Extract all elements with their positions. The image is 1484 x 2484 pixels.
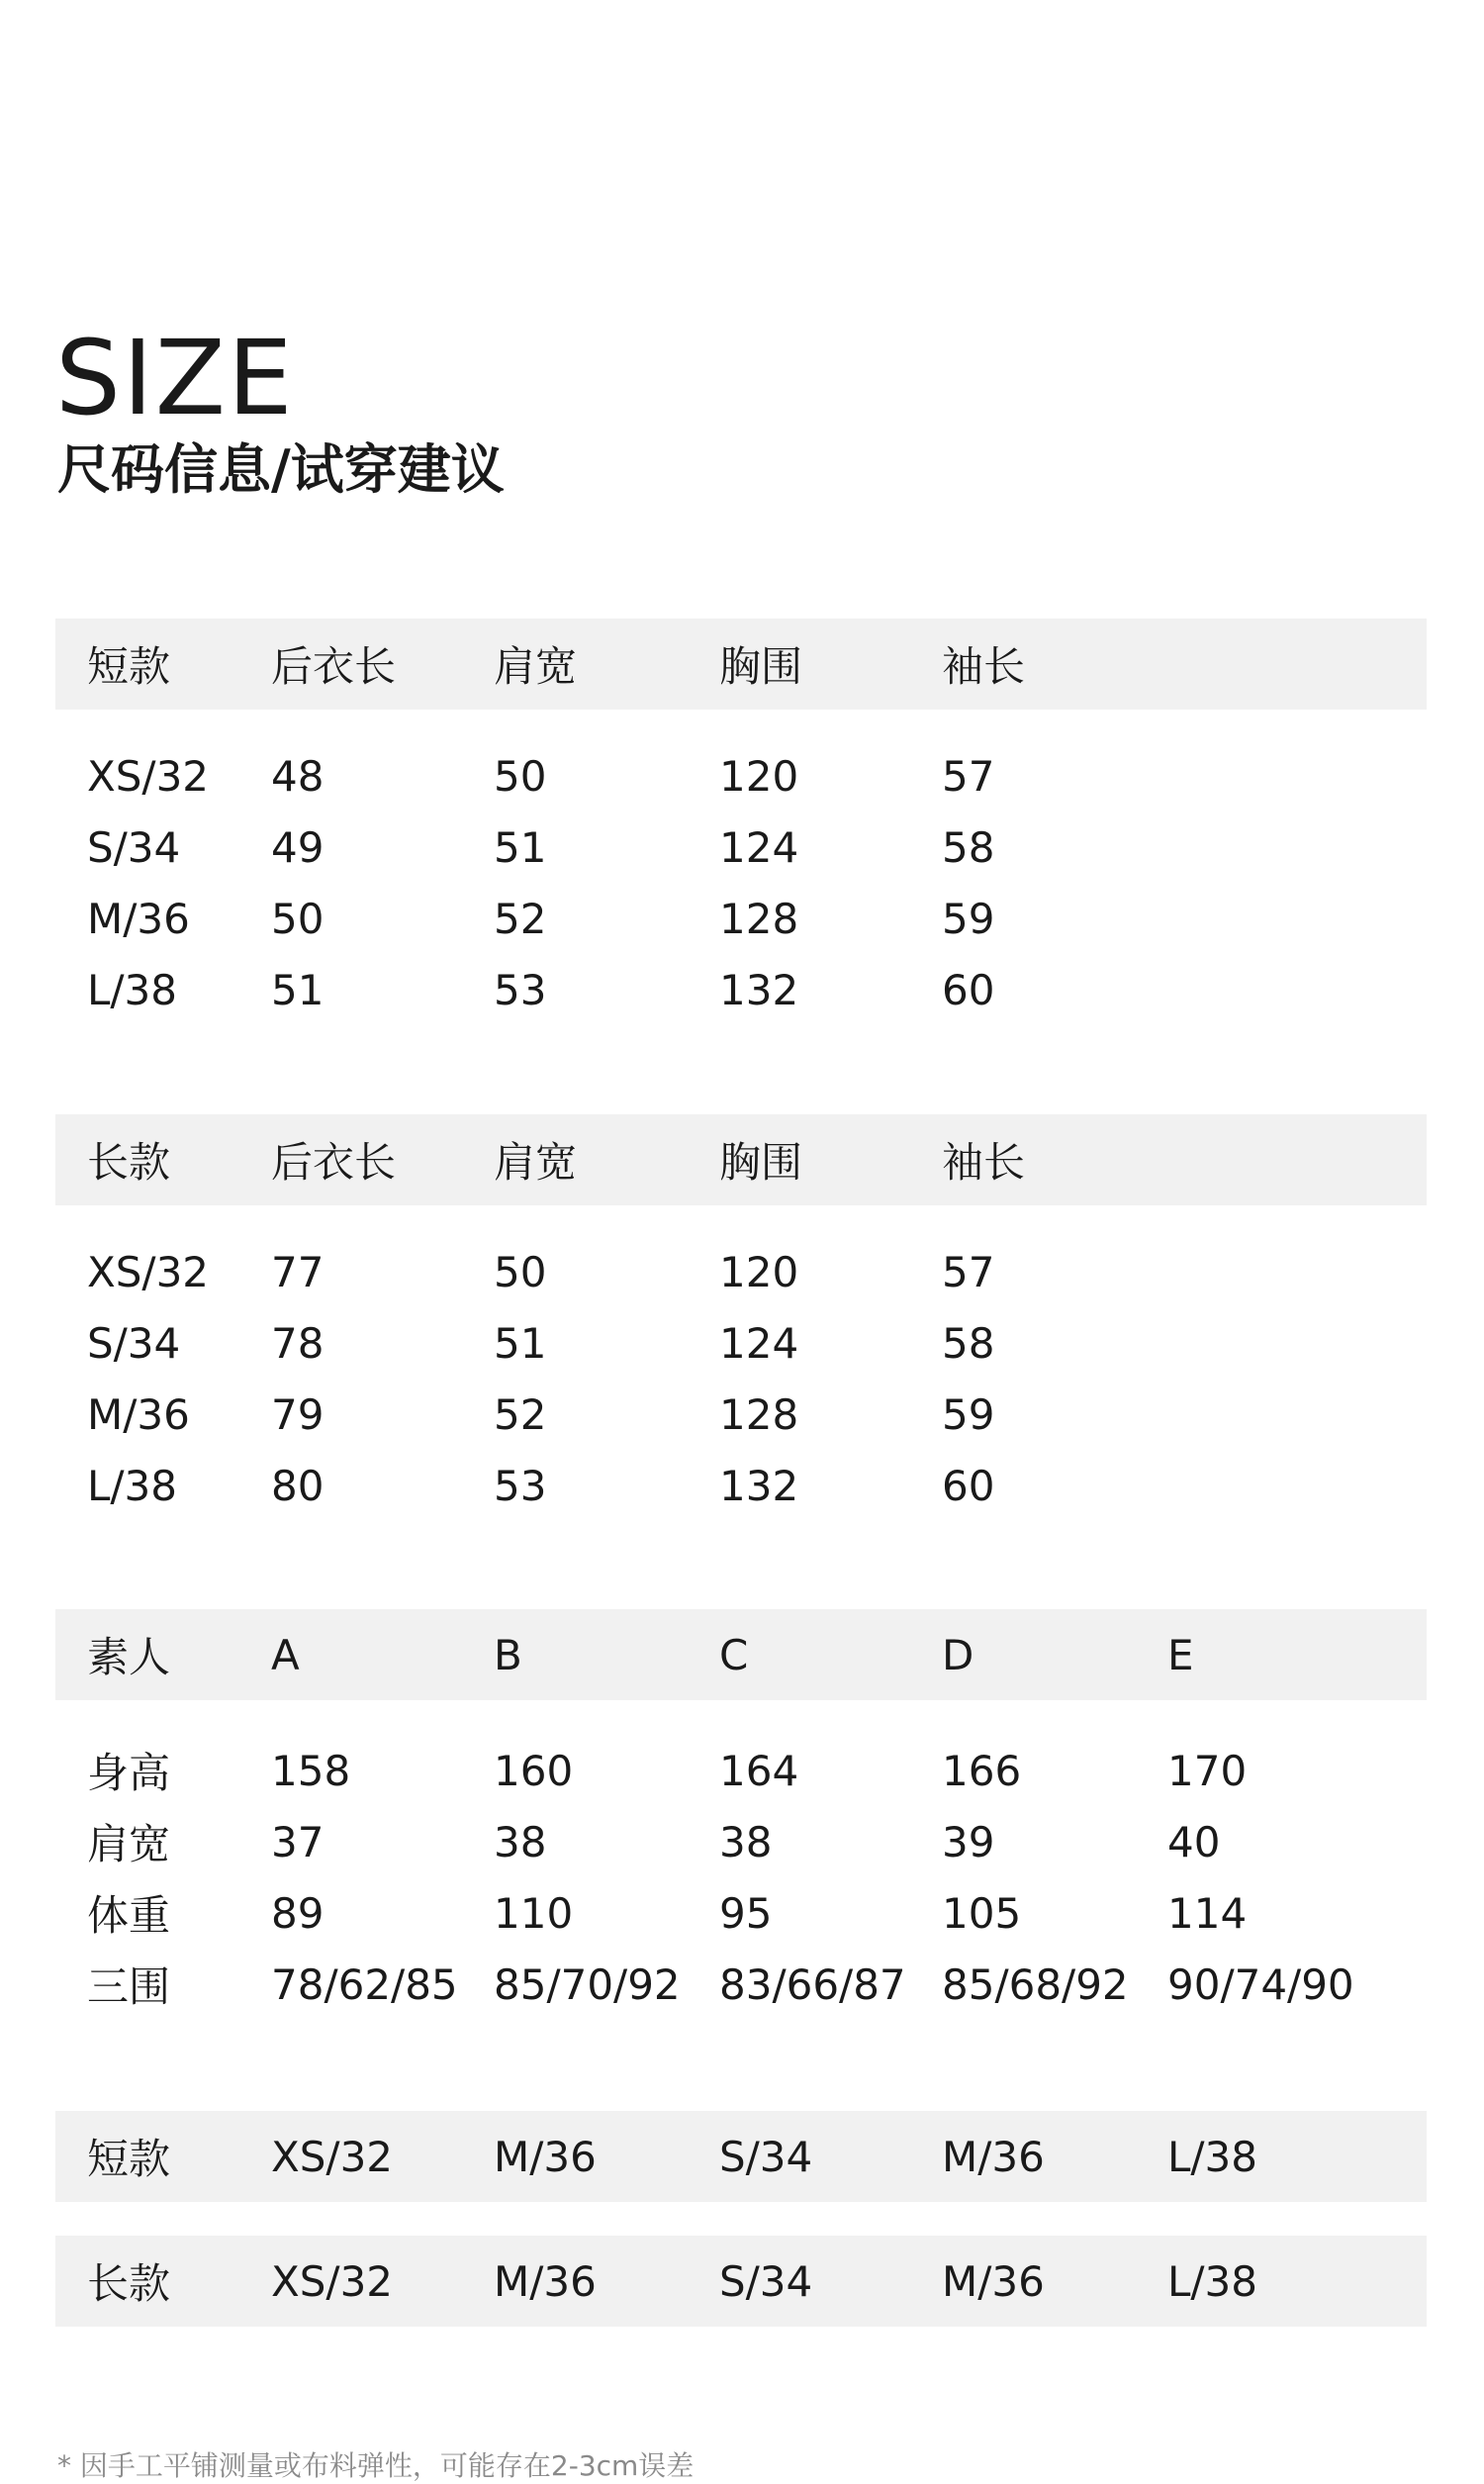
table-cell: 57: [942, 1247, 995, 1296]
recommendation-size: L/38: [1167, 2256, 1257, 2306]
table-cell: 128: [719, 894, 799, 943]
page-title: SIZE: [55, 318, 295, 438]
header-cell: 袖长: [942, 642, 1026, 691]
table-cell: 85/68/92: [942, 1959, 1129, 2009]
table-row: [55, 1236, 1427, 1307]
header-cell: 后衣长: [271, 1138, 397, 1187]
table-cell: 124: [719, 822, 799, 872]
recommendation-size: M/36: [494, 2256, 597, 2306]
table-cell: 40: [1167, 1817, 1221, 1866]
header-cell: 素人: [87, 1633, 171, 1681]
table-cell: 124: [719, 1318, 799, 1368]
table-cell: 105: [942, 1888, 1022, 1938]
table-cell: 120: [719, 751, 799, 801]
table-cell: 78: [271, 1318, 325, 1368]
table-cell: 170: [1167, 1746, 1248, 1795]
recommendation-size: S/34: [719, 2132, 813, 2181]
recommendation-size: XS/32: [271, 2132, 394, 2181]
table-cell: 59: [942, 1389, 995, 1439]
table-cell: 38: [494, 1817, 547, 1866]
table-cell: S/34: [87, 1318, 181, 1368]
recommendation-label: 短款: [87, 2135, 171, 2183]
table-cell: 166: [942, 1746, 1022, 1795]
table-cell: 50: [271, 894, 325, 943]
table-cell: 49: [271, 822, 325, 872]
header-cell: 胸围: [719, 1138, 803, 1187]
table-cell: 58: [942, 822, 995, 872]
header-cell: 长款: [87, 1138, 171, 1187]
table-cell: 78/62/85: [271, 1959, 458, 2009]
table-cell: 158: [271, 1746, 351, 1795]
table-header: [55, 619, 1427, 710]
recommendation-row-long: [55, 2236, 1427, 2327]
table-cell: 37: [271, 1817, 325, 1866]
table-row: [55, 1450, 1427, 1521]
long-size-table: [55, 1114, 1427, 1521]
table-cell: 95: [719, 1888, 773, 1938]
model-measurements-table: [55, 1609, 1427, 2020]
table-cell: 58: [942, 1318, 995, 1368]
table-row: [55, 812, 1427, 883]
table-cell: 50: [494, 751, 547, 801]
table-row: [55, 1949, 1427, 2020]
table-cell: 110: [494, 1888, 574, 1938]
table-cell: 89: [271, 1888, 325, 1938]
header-cell: 短款: [87, 642, 171, 691]
table-cell: 52: [494, 1389, 547, 1439]
table-cell: 59: [942, 894, 995, 943]
table-cell: 48: [271, 751, 325, 801]
page-subtitle: 尺码信息/试穿建议: [57, 438, 505, 501]
table-cell: 39: [942, 1817, 995, 1866]
table-cell: 114: [1167, 1888, 1248, 1938]
table-cell: 51: [271, 965, 325, 1014]
table-cell: 50: [494, 1247, 547, 1296]
table-cell: XS/32: [87, 751, 210, 801]
table-row: [55, 1806, 1427, 1877]
table-row: [55, 1307, 1427, 1379]
table-cell: 132: [719, 1461, 799, 1510]
table-cell: 77: [271, 1247, 325, 1296]
table-cell: 三围: [87, 1962, 171, 2011]
header-cell: B: [494, 1630, 522, 1679]
table-row: [55, 1735, 1427, 1806]
recommendation-size: XS/32: [271, 2256, 394, 2306]
table-cell: 160: [494, 1746, 574, 1795]
table-cell: 38: [719, 1817, 773, 1866]
table-cell: M/36: [87, 894, 190, 943]
table-header: [55, 1114, 1427, 1205]
table-row: [55, 954, 1427, 1025]
table-cell: 57: [942, 751, 995, 801]
table-cell: 51: [494, 1318, 547, 1368]
header-cell: A: [271, 1630, 300, 1679]
table-cell: 53: [494, 1461, 547, 1510]
table-row: [55, 883, 1427, 954]
table-cell: 128: [719, 1389, 799, 1439]
table-cell: XS/32: [87, 1247, 210, 1296]
table-cell: 164: [719, 1746, 799, 1795]
table-cell: 85/70/92: [494, 1959, 681, 2009]
recommendation-size: M/36: [494, 2132, 597, 2181]
measurement-footnote: * 因手工平铺测量或布料弹性，可能存在2-3cm误差: [57, 2449, 695, 2482]
table-cell: 80: [271, 1461, 325, 1510]
recommendation-size: M/36: [942, 2132, 1045, 2181]
table-cell: 90/74/90: [1167, 1959, 1354, 2009]
header-cell: D: [942, 1630, 974, 1679]
table-cell: S/34: [87, 822, 181, 872]
header-cell: C: [719, 1630, 749, 1679]
table-cell: 53: [494, 965, 547, 1014]
recommendation-size: M/36: [942, 2256, 1045, 2306]
table-header: [55, 1609, 1427, 1700]
recommendation-row-short: [55, 2111, 1427, 2202]
table-cell: 60: [942, 965, 995, 1014]
table-cell: 83/66/87: [719, 1959, 906, 2009]
table-row: [55, 1379, 1427, 1450]
table-cell: 132: [719, 965, 799, 1014]
header-cell: 后衣长: [271, 642, 397, 691]
table-cell: 60: [942, 1461, 995, 1510]
table-cell: M/36: [87, 1389, 190, 1439]
table-cell: 120: [719, 1247, 799, 1296]
header-cell: 袖长: [942, 1138, 1026, 1187]
table-cell: L/38: [87, 1461, 177, 1510]
table-cell: 79: [271, 1389, 325, 1439]
recommendation-size: L/38: [1167, 2132, 1257, 2181]
table-cell: 51: [494, 822, 547, 872]
header-cell: 肩宽: [494, 642, 578, 691]
recommendation-size: S/34: [719, 2256, 813, 2306]
header-cell: 肩宽: [494, 1138, 578, 1187]
table-cell: L/38: [87, 965, 177, 1014]
table-cell: 52: [494, 894, 547, 943]
recommendation-label: 长款: [87, 2259, 171, 2308]
short-size-table: [55, 619, 1427, 1025]
header-cell: E: [1167, 1630, 1194, 1679]
table-row: [55, 740, 1427, 812]
table-cell: 肩宽: [87, 1820, 171, 1868]
header-cell: 胸围: [719, 642, 803, 691]
table-cell: 身高: [87, 1749, 171, 1797]
table-cell: 体重: [87, 1891, 171, 1940]
table-row: [55, 1877, 1427, 1949]
